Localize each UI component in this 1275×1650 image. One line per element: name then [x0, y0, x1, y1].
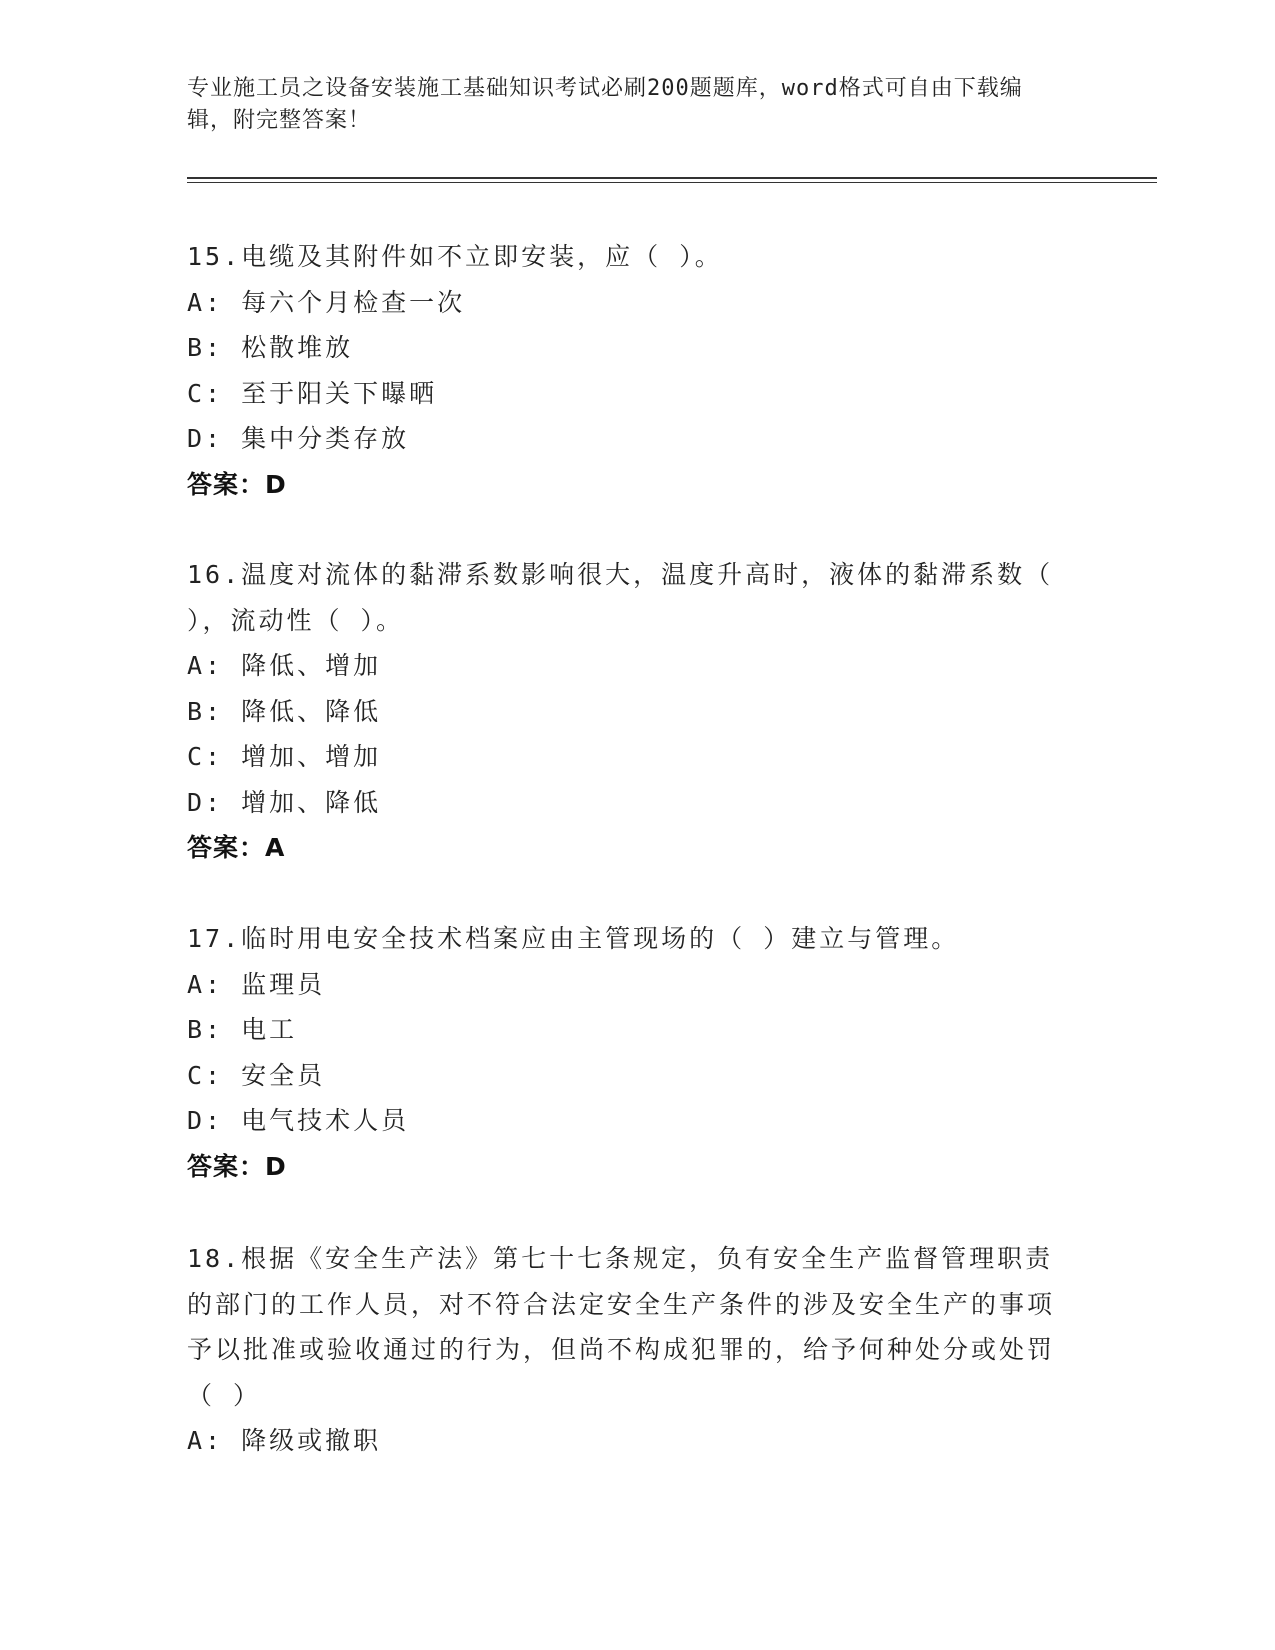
option-a: A: 降低、增加 [187, 651, 382, 680]
question-16 [187, 552, 1077, 871]
question-15 [187, 234, 1077, 507]
option-a: A: 每六个月检查一次 [187, 287, 466, 317]
option-d: D: 增加、降低 [187, 787, 382, 817]
option-c: C: 至于阳关下曝晒 [187, 378, 438, 408]
option-c: C: 增加、增加 [187, 742, 382, 771]
answer: 答案：D [187, 469, 287, 499]
document-header: 专业施工员之设备安装施工基础知识考试必刷200题题库，word格式可自由下载编辑，附完整答案！ [187, 76, 1023, 133]
header-divider-thin [187, 182, 1157, 183]
option-d: D: 电气技术人员 [187, 1106, 410, 1135]
header-divider-thick [187, 177, 1157, 179]
question-stem: 16.温度对流体的黏滞系数影响很大，温度升高时，液体的黏滞系数（ ），流动性（ ）。 [187, 560, 1054, 635]
option-c: C: 安全员 [187, 1060, 326, 1090]
question-stem: 15.电缆及其附件如不立即安装，应（ ）。 [187, 242, 723, 271]
question-stem: 18.根据《安全生产法》第七十七条规定，负有安全生产监督管理职责的部门的工作人员，对不符合法定安全生产条件的涉及安全生产的事项予以批准或验收通过的行为，但尚不构成犯罪的，给予何种处分或处罚（ ） [187, 1244, 1056, 1410]
option-b: B: 松散堆放 [187, 333, 354, 362]
answer: 答案：A [187, 833, 286, 862]
option-b: B: 降低、降低 [187, 696, 382, 726]
option-b: B: 电工 [187, 1015, 298, 1044]
question-17 [187, 916, 1077, 1189]
option-a: A: 监理员 [187, 969, 326, 999]
option-d: D: 集中分类存放 [187, 424, 410, 453]
option-a: A: 降级或撤职 [187, 1426, 382, 1455]
question-stem: 17.临时用电安全技术档案应由主管现场的（ ）建立与管理。 [187, 924, 960, 953]
question-18 [187, 1236, 1077, 1464]
answer: 答案：D [187, 1151, 287, 1181]
